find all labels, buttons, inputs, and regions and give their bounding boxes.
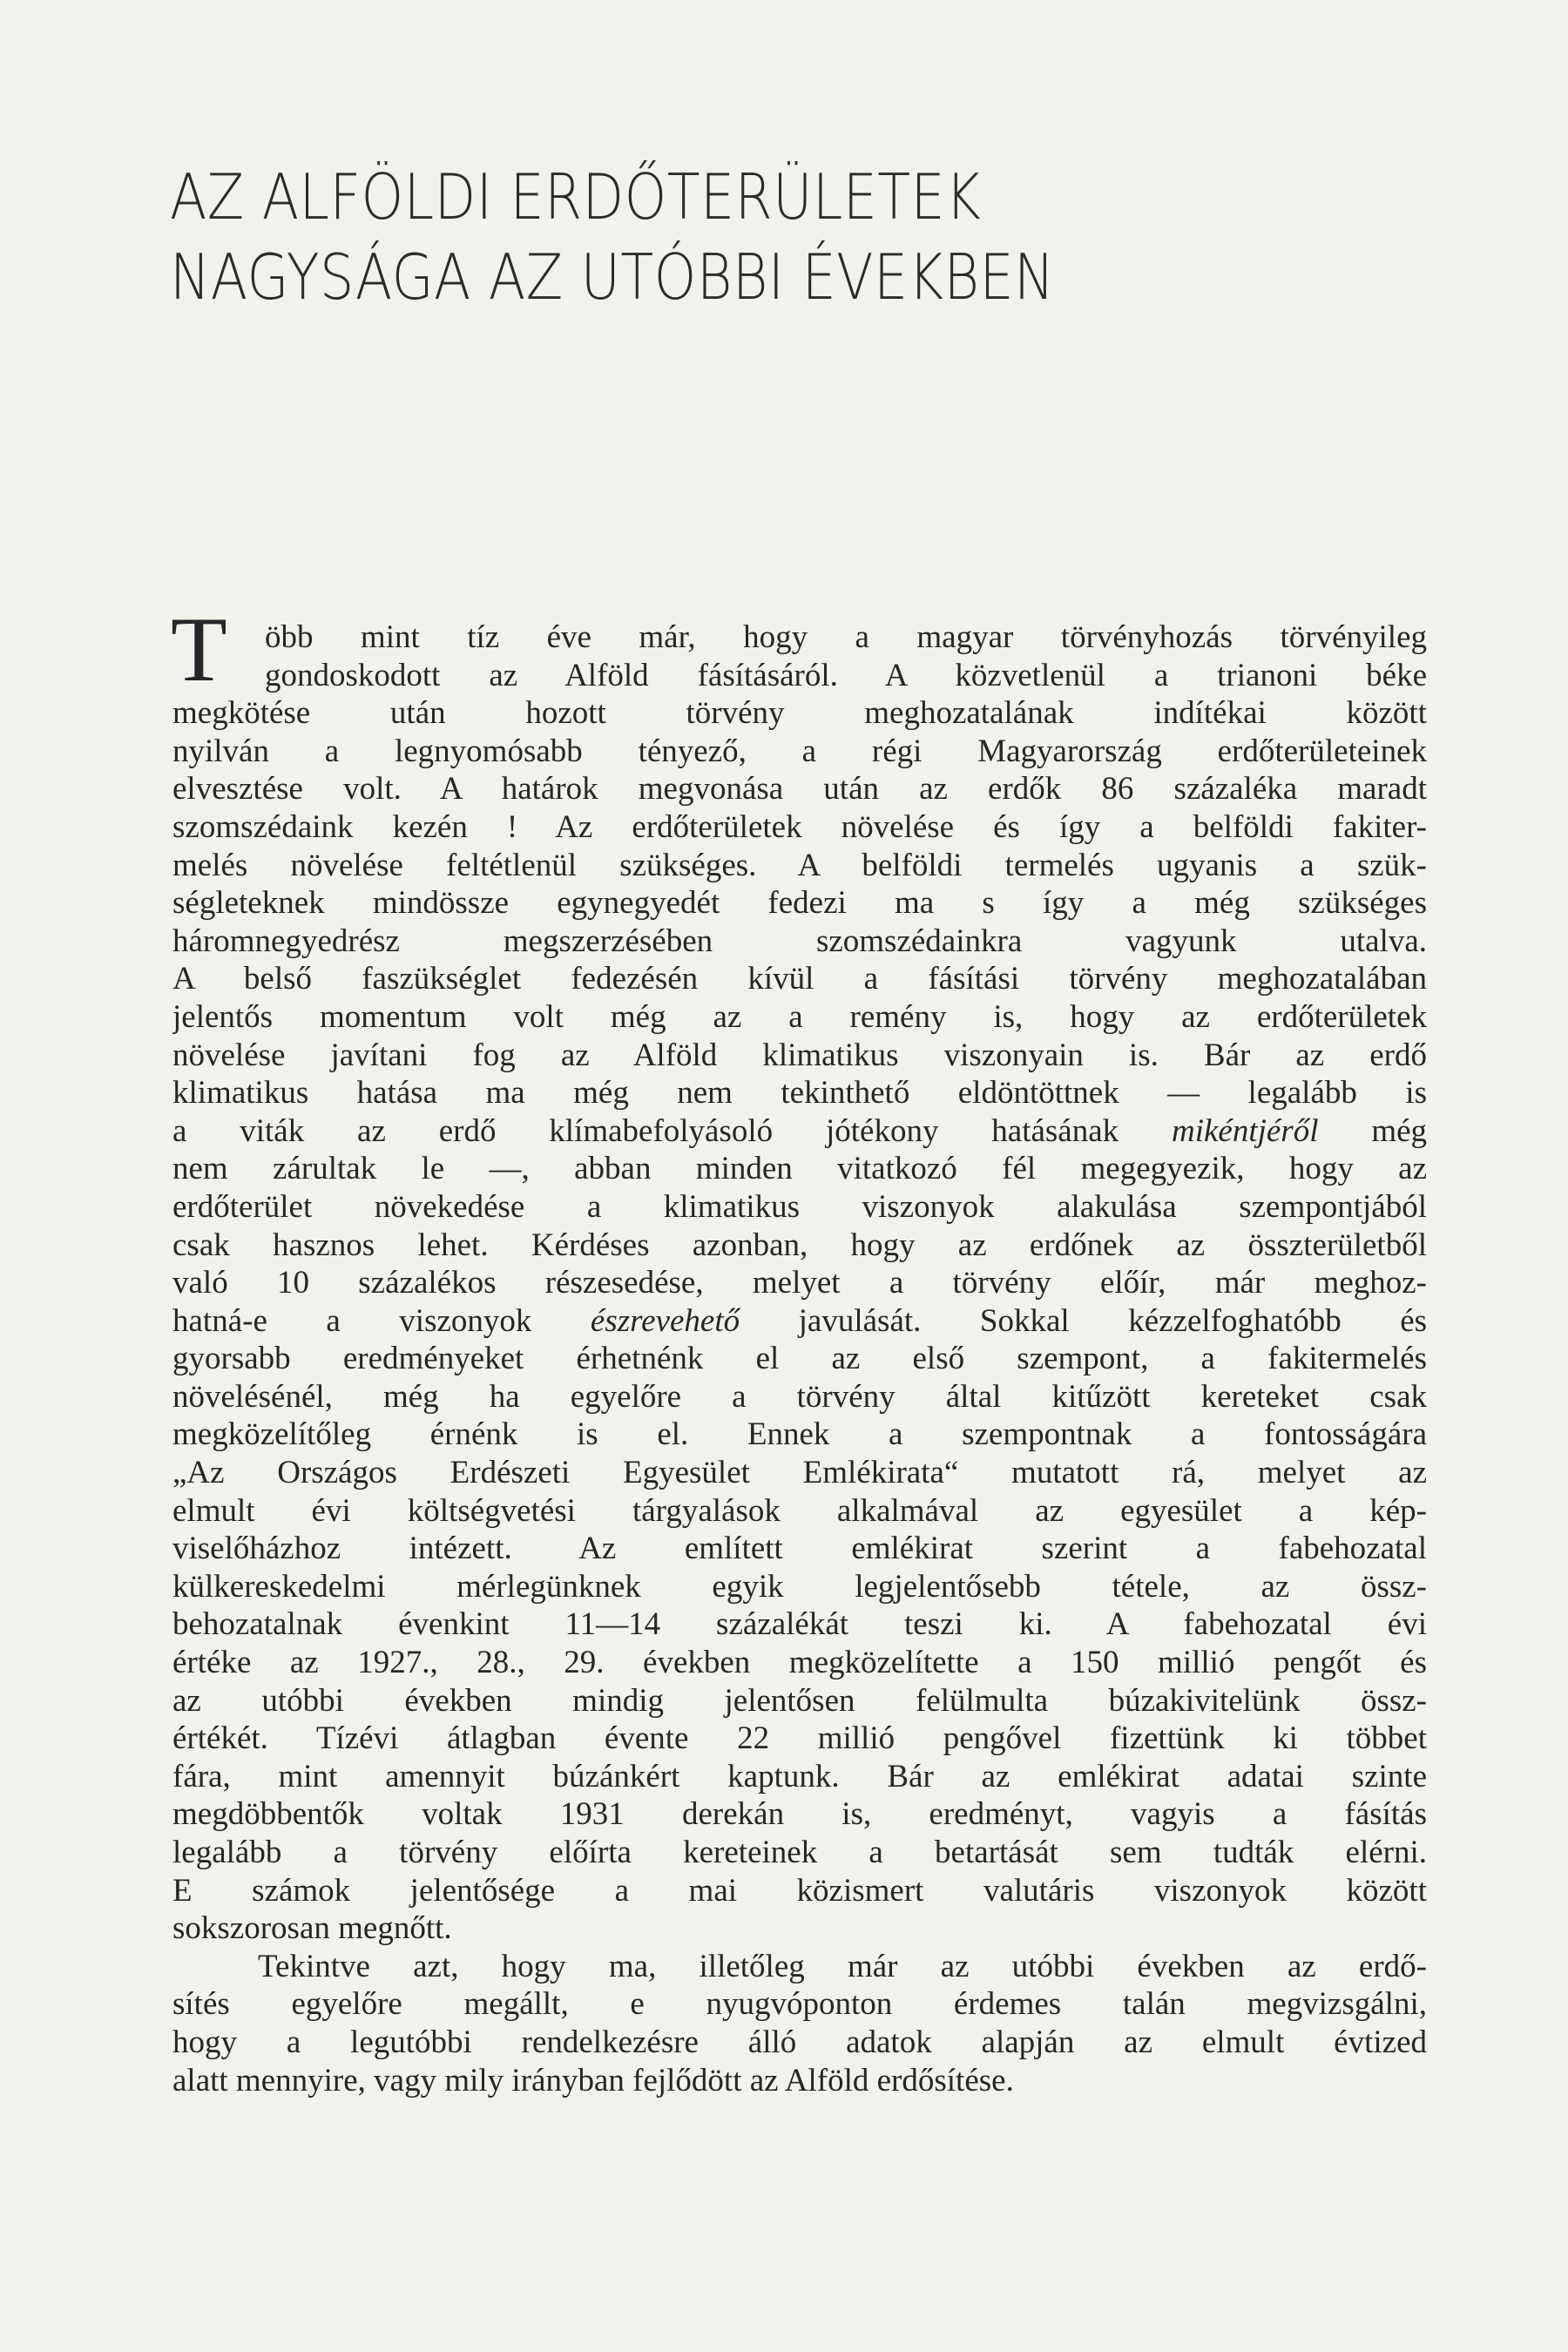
body-line: nyilván a legnyomósabb tényező, a régi Magyarország erdőterületeinek: [172, 733, 1427, 769]
body-line: megdöbbentők voltak 1931 derekán is, eredményt, vagyis a fásítás: [172, 1796, 1427, 1833]
body-line: jelentős momentum volt még az a remény is, hogy az erdőterületek: [172, 998, 1427, 1035]
body-line: megközelítőleg érnénk is el. Ennek a szempontnak a fontosságára: [172, 1416, 1427, 1453]
body-emphasis: észrevehető: [590, 1302, 740, 1339]
body-emphasis: mikéntjéről: [1171, 1112, 1319, 1149]
body-line: növelésénél, még ha egyelőre a törvény által kitűzött kereteket csak: [172, 1378, 1427, 1415]
body-line: viselőházhoz intézett. Az említett emlékirat szerint a fabehozatal: [172, 1531, 1427, 1567]
body-line: Tekintve azt, hogy ma, illetőleg már az utóbbi években az erdő-: [258, 1948, 1427, 1984]
title-line-2: NAGYSÁGA AZ UTÓBBI ÉVEKBEN: [170, 240, 1055, 314]
article-title: [170, 157, 1144, 317]
body-line: [172, 1302, 1427, 1341]
body-line: hogy a legutóbbi rendelkezésre álló adatok alapján az elmult évtized: [172, 2024, 1427, 2060]
body-line: az utóbbi években mindig jelentősen felülmulta búzakivitelünk össz-: [172, 1682, 1427, 1719]
body-line: sítés egyelőre megállt, e nyugvóponton érdemes talán megvizsgálni,: [172, 1986, 1427, 2023]
body-line: megkötése után hozott törvény meghozatalának indítékai között: [172, 695, 1427, 732]
body-segment: még: [1371, 1112, 1427, 1149]
body-line: erdőterület növekedése a klimatikus viszonyok alakulása szempontjából: [172, 1188, 1427, 1225]
body-line: gondoskodott az Alföld fásításáról. A közvetlenül a trianoni béke: [265, 657, 1427, 693]
body-line: értékét. Tízévi átlagban évente 22 millió pengővel fizettünk ki többet: [172, 1720, 1427, 1757]
body-line: legalább a törvény előírta kereteinek a betartását sem tudták elérni.: [172, 1835, 1427, 1870]
body-line: sokszorosan megnőtt.: [172, 1910, 452, 1947]
body-line: behozatalnak évenkint 11—14 százalékát teszi ki. A fabehozatal évi: [172, 1606, 1427, 1643]
body-line: elmult évi költségvetési tárgyalások alkalmával az egyesület a kép-: [172, 1492, 1427, 1529]
body-segment: hatná-e a viszonyok: [172, 1302, 532, 1339]
body-line: elvesztése volt. A határok megvonása után az erdők 86 százaléka maradt: [172, 771, 1427, 808]
body-line: E számok jelentősége a mai közismert valutáris viszonyok között: [172, 1872, 1427, 1909]
body-line: szomszédaink kezén ! Az erdőterületek növelése és így a belföldi fakiter-: [172, 808, 1427, 845]
body-line: külkereskedelmi mérlegünknek egyik legjelentősebb tétele, az össz-: [172, 1568, 1427, 1605]
body-line: [172, 1112, 1427, 1151]
body-line: csak hasznos lehet. Kérdéses azonban, hogy az erdőnek az összterületből: [172, 1227, 1427, 1263]
body-line: ségleteknek mindössze egynegyedét fedezi ma s így a még szükséges: [172, 885, 1427, 922]
body-line: melés növelése feltétlenül szükséges. A belföldi termelés ugyanis a szük-: [172, 847, 1427, 883]
body-line: növelése javítani fog az Alföld klimatikus viszonyain is. Bár az erdő: [172, 1037, 1427, 1073]
body-segment: javulását. Sokkal kézzelfoghatóbb és: [798, 1302, 1427, 1339]
body-line: alatt mennyire, vagy mily irányban fejlődött az Alföld erdősítése.: [172, 2062, 1014, 2099]
body-line: klimatikus hatása ma még nem tekinthető eldöntöttnek — legalább is: [172, 1075, 1427, 1112]
body-segment: a viták az erdő klímabefolyásoló jótékony hatásának: [172, 1112, 1119, 1149]
body-line: A belső faszükséglet fedezésén kívül a fásítási törvény meghozatalában: [172, 961, 1427, 997]
body-line: való 10 százalékos részesedése, melyet a törvény előír, már meghoz-: [172, 1265, 1427, 1301]
body-line: nem zárultak le —, abban minden vitatkozó fél megegyezik, hogy az: [172, 1151, 1427, 1187]
title-line-1: AZ ALFÖLDI ERDŐTERÜLETEK: [170, 160, 982, 233]
body-line: fára, mint amennyit búzánkért kaptunk. Bár az emlékirat adatai szinte: [172, 1758, 1427, 1794]
body-line: háromnegyedrész megszerzésében szomszédainkra vagyunk utalva.: [172, 923, 1427, 959]
body-line: öbb mint tíz éve már, hogy a magyar törvényhozás törvényileg: [265, 619, 1427, 655]
body-line: gyorsabb eredményeket érhetnénk el az első szempont, a fakitermelés: [172, 1341, 1427, 1377]
body-line: értéke az 1927., 28., 29. években megközelítette a 150 millió pengőt és: [172, 1645, 1427, 1681]
article-body: [172, 618, 1427, 2099]
body-line: „Az Országos Erdészeti Egyesület Emlékirata“ mutatott rá, melyet az: [172, 1455, 1427, 1491]
drop-cap: T: [171, 598, 227, 700]
